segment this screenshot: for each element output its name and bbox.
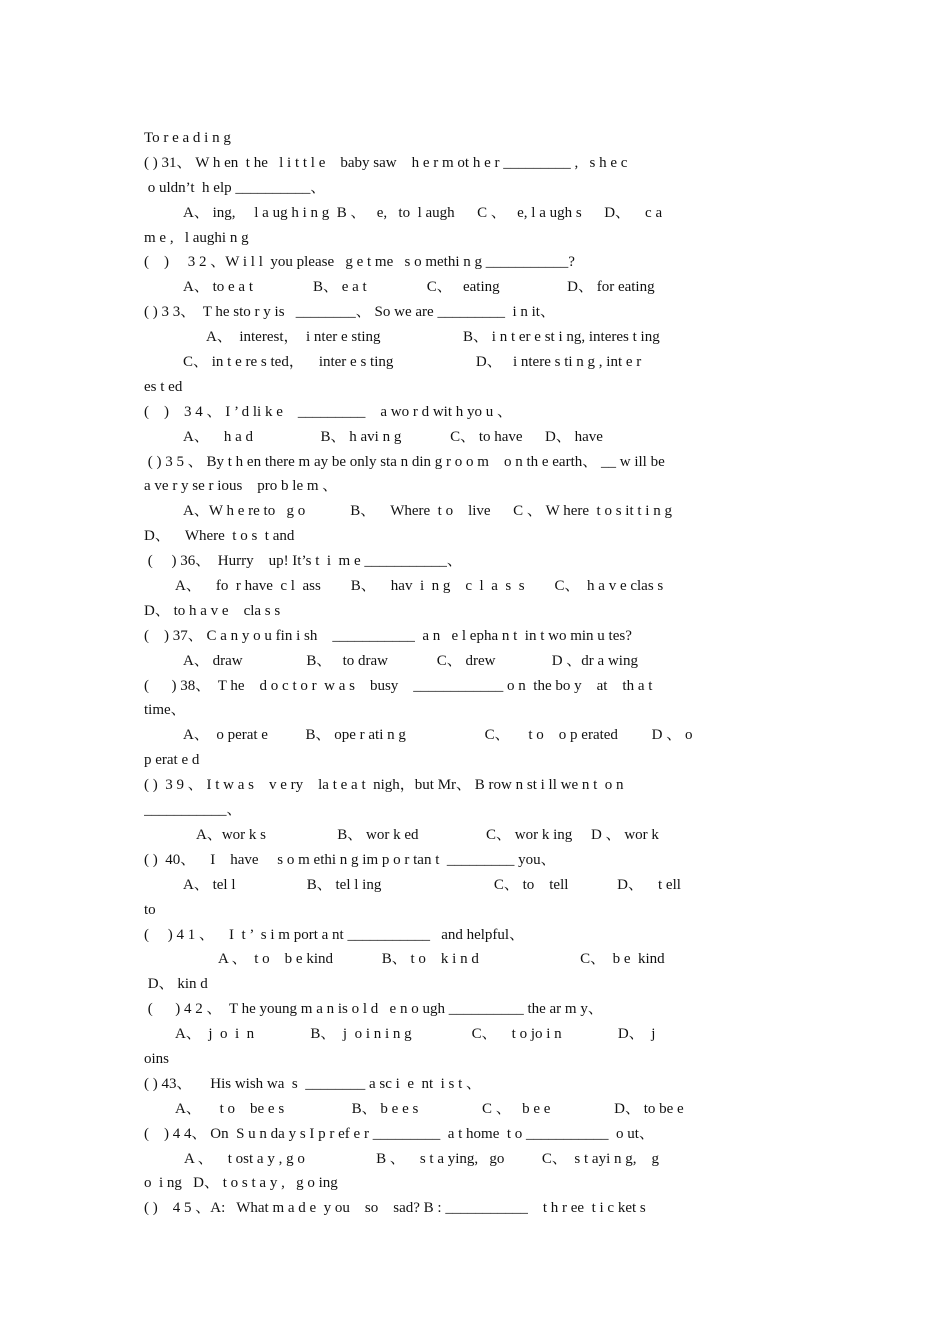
- options-31: A、 ing, l a ug h i n g B 、 e, to l augh C 、 e, l a ugh s D、 c a: [183, 204, 663, 221]
- question-33: ( ) 3 3、 T he sto r y is ________、 So we are _________ i n it、: [144, 304, 555, 321]
- question-42: ( ) 4 2 、 T he young m a n is o l d e n o ugh __________ the ar m y、: [144, 1001, 603, 1018]
- options-44-cont: o i ng D、 t o s t a y , g o ing: [144, 1175, 338, 1192]
- question-40: ( ) 40、 I have s o m ethi n g im p o r tan t _________ you、: [144, 851, 556, 868]
- options-42-cont: oins: [144, 1050, 170, 1067]
- question-36: ( ) 36、 Hurry up! It’s t i m e ___________、: [144, 553, 462, 570]
- options-42: A、 j o i n B、 j o i n i n g C、 t o jo i n D、 j: [175, 1026, 656, 1043]
- question-32: ( ) 3 2 、W i l l you please g e t me s o methi n g ___________?: [144, 254, 575, 271]
- options-32: A、 to e a t B、 e a t C、 eating D、 for eating: [183, 279, 655, 296]
- options-31-cont: m e , l aughi n g: [144, 229, 249, 246]
- options-33-ab: A、 interest， i nter e sting B、 i n t er e st i ng, interes t ing: [206, 329, 660, 346]
- question-35-cont: a ve r y se r ious pro b le m 、: [144, 478, 338, 495]
- options-40: A、 tel l B、 tel l ing C、 to tell D、 t ell: [183, 876, 681, 893]
- options-41-cont: D、 kin d: [144, 976, 208, 993]
- question-38-cont: time、: [144, 702, 186, 719]
- question-39-cont: ___________、: [144, 802, 242, 819]
- question-31: ( ) 31、 W h en t he l i t t l e baby saw h e r m ot h e r _________ , s h e c: [144, 154, 628, 171]
- options-33-cont: es t ed: [144, 378, 183, 395]
- options-39: A、wor k s B、 wor k ed C、 wor k ing D 、 wor k: [196, 826, 659, 843]
- document-body: [144, 126, 806, 1221]
- question-44: ( ) 4 4、 On S u n da y s I p r ef e r _________ a t home t o ___________ o ut、: [144, 1125, 654, 1142]
- options-35: A、W h e re to g o B、 Where t o live C 、 W here t o s it t i n g: [183, 503, 672, 520]
- options-34: A、 h a d B、 h avi n g C、 to have D、 have: [183, 428, 603, 445]
- options-35-cont: D、 Where t o s t and: [144, 528, 295, 545]
- question-35: ( ) 3 5 、 By t h en there m ay be only sta n din g r o o m o n th e earth、 __ w ill be: [144, 453, 665, 470]
- question-37: ( ) 37、 C a n y o u fin i sh ___________ a n e l epha n t in t wo min u tes?: [144, 627, 632, 644]
- options-41: A 、 t o b e kind B、 t o k i n d C、 b e kind: [218, 951, 665, 968]
- options-36: A、 fo r have c l ass B、 hav i n g c l a s s C、 h a v e clas s: [175, 578, 664, 595]
- question-41: ( ) 4 1 、 I t ’ s i m port a nt ___________ and helpful、: [144, 926, 525, 943]
- question-43: ( ) 43、 His wish wa s ________ a sc i e nt i s t 、: [144, 1075, 482, 1092]
- options-44: A 、 t ost a y , g o B 、 s t a ying, go C、 s t ayi n g, g: [184, 1150, 660, 1167]
- question-38: ( ) 38、 T he d o c t o r w a s busy ____________ o n the bo y at th a t: [144, 677, 653, 694]
- options-43: A、 t o be e s B、 b e e s C 、 b e e D、 to be e: [175, 1100, 684, 1117]
- section-heading: To r e a d i n g: [144, 130, 231, 146]
- options-37: A、 draw B、 to draw C、 drew D 、dr a wing: [183, 652, 638, 669]
- options-33-cd: C、 in t e re s ted， inter e s ting D、 i ntere s ti n g , int e r: [183, 354, 642, 371]
- options-38: A、 o perat e B、 ope r ati n g C、 t o o p erated D 、 o: [183, 727, 693, 744]
- question-34: ( ) 3 4 、 I ’ d li k e _________ a wo r d wit h yo u 、: [144, 403, 513, 420]
- options-38-cont: p erat e d: [144, 752, 200, 769]
- options-40-cont: to: [144, 901, 156, 918]
- question-39: ( ) 3 9 、 I t w a s v e ry la t e a t nigh，but Mr、 B row n st i ll we n t o n: [144, 777, 624, 794]
- question-45: ( ) 4 5 、A: What m a d e y ou so sad? B : ___________ t h r ee t i c ket s: [144, 1200, 646, 1217]
- question-31-cont: o uldn’t h elp __________、: [144, 179, 326, 196]
- options-36-cont: D、 to h a v e cla s s: [144, 602, 281, 619]
